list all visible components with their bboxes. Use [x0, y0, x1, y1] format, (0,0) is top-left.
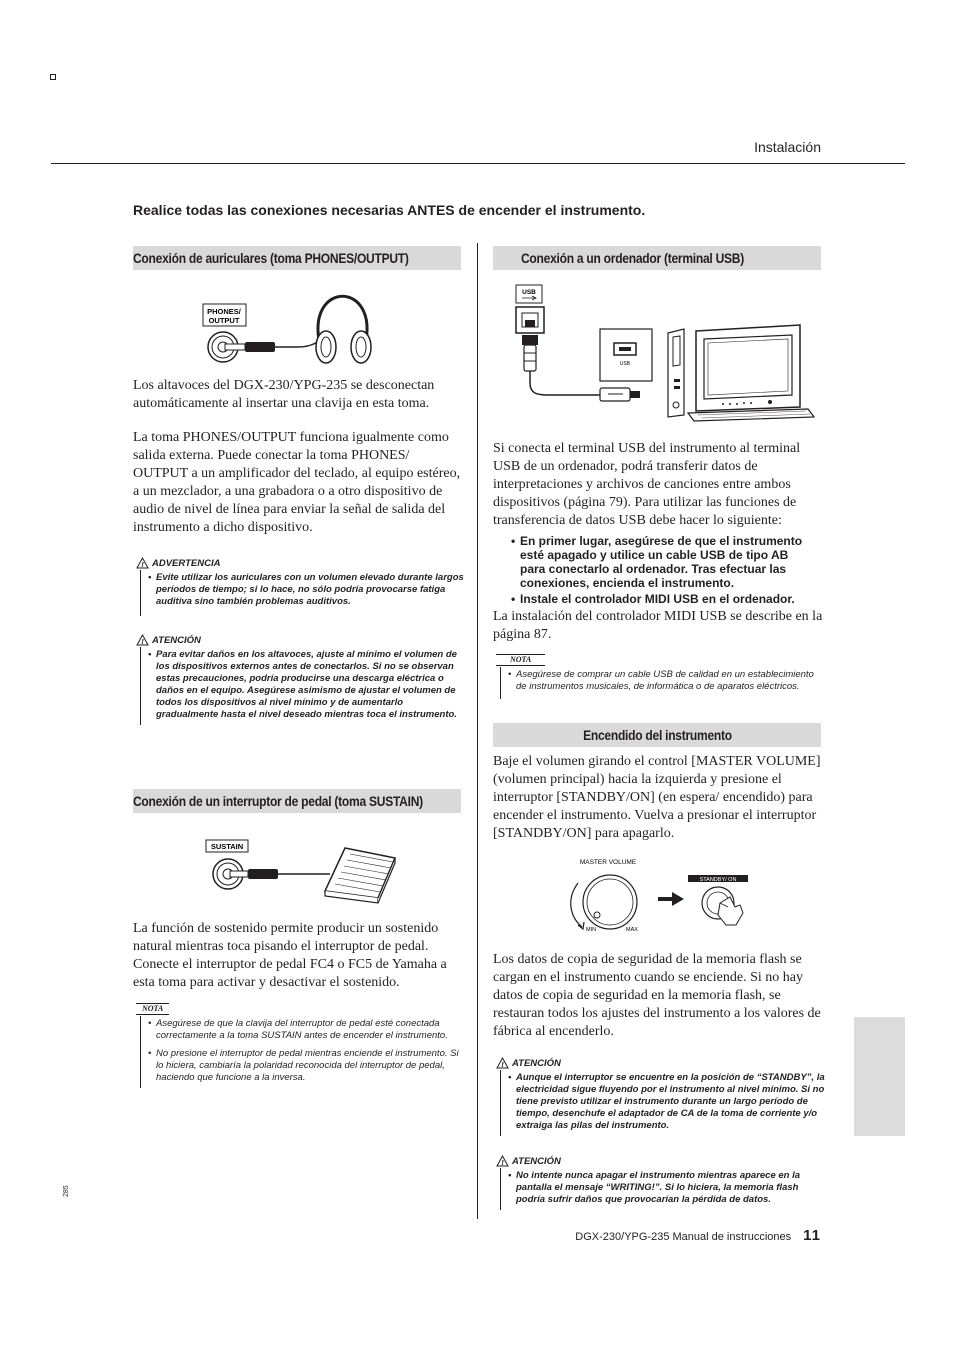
sustain-note — [136, 1002, 466, 1088]
column-divider — [477, 243, 478, 1219]
power-text-1 — [493, 753, 823, 859]
warning-triangle-icon — [136, 557, 149, 569]
usb-bullet-2: • Instale el controlador MIDI USB en el ordenador. — [511, 592, 811, 606]
nota-label: NOTA — [136, 1003, 169, 1015]
note-item-2: • No presione el interruptor de pedal mientras enciende el instrumento. Si lo hiciera, cambiaría la polaridad reconocida del interruptor de pedal, haciendo que funcione a la inversa. — [148, 1048, 466, 1084]
power-caution-2 — [496, 1154, 826, 1210]
nota-label: NOTA — [496, 654, 545, 666]
standby-label: STANDBY/ ON — [699, 877, 737, 883]
sustain-text — [133, 920, 463, 1008]
caution-item: • Aunque el interruptor se encuentre en la posición de “STANDBY”, la electricidad sigue fluyendo por el instrumento al nivel mínimo. Si no tiene previsto utilizar el instrumento durante un largo período de tiempo, desenchufe el adaptador de CA de la toma de corriente y/o extraiga las pilas del instrumento. — [508, 1072, 826, 1132]
caution-label: ATENCIÓN — [512, 1057, 561, 1069]
sustain-section-title: Conexión de un interruptor de pedal (toma SUSTAIN) — [133, 789, 461, 813]
phones-jack-label-2: OUTPUT — [208, 316, 240, 325]
master-volume-label: MASTER VOLUME — [579, 859, 637, 866]
headphones-illustration — [195, 290, 385, 370]
caution-label: ATENCIÓN — [152, 634, 201, 646]
phones-section-title: Conexión de auriculares (toma PHONES/OUTPUT) — [133, 246, 461, 270]
sustain-jack-label: SUSTAIN — [210, 842, 244, 851]
power-text-2 — [493, 951, 823, 1057]
usb-note-item: • Asegúrese de comprar un cable USB de calidad en un establecimiento de instrumentos musicales, de informática o de aparatos eléctricos. — [508, 669, 826, 693]
phones-jack-label: PHONES/ — [207, 307, 241, 316]
usb-bullet-1: • En primer lugar, asegúrese de que el instrumento esté apagado y utilice un cable USB de tipo AB para conectarlo al ordenador. Tras efectuar las conexiones, encienda el instrumento. — [511, 534, 811, 590]
corner-mark — [50, 74, 56, 80]
usb-port-label: USB — [522, 289, 536, 296]
print-code: 285 — [63, 1185, 70, 1197]
usb-bullets — [511, 534, 811, 606]
svg-text:!: ! — [141, 639, 144, 646]
page-footer — [575, 1227, 821, 1244]
caution-triangle-icon — [496, 1155, 509, 1167]
usb-text — [493, 440, 823, 546]
phones-paragraph-2: La toma PHONES/OUTPUT funciona igualmente como salida externa. Puede conectar la toma PHONES/ OUTPUT a un amplificador del teclado, al equipo estéreo, a un mezclador, a una grabadora o a otro dispositivo de audio de nivel de línea para enviar la señal de salida del instrumento a dicho dispositivo. — [133, 430, 461, 535]
caution-label: ATENCIÓN — [512, 1155, 561, 1167]
svg-text:!: ! — [501, 1062, 504, 1069]
phones-warning — [136, 556, 466, 616]
usb-after-paragraph: La instalación del controlador MIDI USB se describe en la página 87. — [493, 609, 823, 642]
manual-name: DGX-230/YPG-235 Manual de instrucciones — [575, 1231, 792, 1243]
max-label: MAX — [626, 927, 638, 933]
usb-paragraph: Si conecta el terminal USB del instrumento al terminal USB de un ordenador, podrá transferir datos de interpretaciones y archivos de canciones entre ambos dispositivos (página 79). Para utilizar las funciones de transferencia de datos USB debe hacer lo siguiente: — [493, 441, 801, 528]
caution-item: • Para evitar daños en los altavoces, ajuste al mínimo el volumen de los dispositivos externos antes de conectarlos. Si no se observan estas precauciones, podría producirse una descarga eléctrica o daños en el equipo. Asegúrese asimismo de ajustar el volumen de todos los dispositivos al nivel mínimo y de aumentarlo gradualmente hasta el nivel deseado mientras toca el instrumento. — [148, 649, 466, 721]
svg-text:!: ! — [141, 562, 144, 569]
warning-label: ADVERTENCIA — [152, 557, 221, 569]
section-label: Instalación — [754, 139, 821, 155]
svg-text:!: ! — [501, 1160, 504, 1167]
phones-caution — [136, 633, 466, 725]
caution-item: • No intente nunca apagar el instrumento mientras aparece en la pantalla el mensaje “WRITING!”. Si lo hiciera, la memoria flash podría sufrir daños que provocarían la pérdida de datos. — [508, 1170, 826, 1206]
warning-item: • Evite utilizar los auriculares con un volumen elevado durante largos períodos de tiempo; si lo hace, no sólo podría provocarse fatiga auditiva sino también problemas auditivos. — [148, 572, 466, 608]
usb-note — [496, 653, 826, 699]
phones-paragraph-1: Los altavoces del DGX-230/YPG-235 se desconectan automáticamente al insertar una clavija en esta toma. — [133, 378, 435, 411]
power-caution-1 — [496, 1056, 826, 1136]
side-tab — [854, 1017, 905, 1136]
min-label: MIN — [586, 927, 597, 933]
power-controls-illustration — [560, 855, 760, 935]
phones-text — [133, 377, 463, 553]
power-paragraph-2: Los datos de copia de seguridad de la memoria flash se cargan en el instrumento cuando se enciende. Si no hay datos de copia de seguridad en la memoria flash, se restauran todos los ajustes del instrumento a los valores de fábrica al encenderlo. — [493, 952, 821, 1039]
caution-triangle-icon — [136, 634, 149, 646]
caution-triangle-icon — [496, 1057, 509, 1069]
footswitch-illustration — [200, 836, 400, 906]
page-number: 11 — [803, 1227, 821, 1244]
header-rule — [51, 163, 905, 164]
power-paragraph-1: Baje el volumen girando el control [MASTER VOLUME] (volumen principal) hacia la izquierda y presione el interruptor [STANDBY/ON] (en espera/ encendido) para encender el instrumento. Vuelva a presionar el interruptor [STANDBY/ON] para apagarlo. — [493, 754, 821, 841]
usb-section-title: Conexión a un ordenador (terminal USB) — [493, 246, 821, 270]
sustain-paragraph: La función de sostenido permite producir un sostenido natural mientras toca pisando el interruptor de pedal. Conecte el interruptor de pedal FC4 o FC5 de Yamaha a esta toma para activar y desactivar el sostenido. — [133, 921, 447, 990]
svg-text:USB: USB — [619, 361, 631, 367]
usb-computer-illustration — [508, 283, 818, 423]
note-item-1: • Asegúrese de que la clavija del interruptor de pedal esté conectada correctamente a la toma SUSTAIN antes de encender el instrumento. — [148, 1018, 466, 1042]
lead-instruction: Realice todas las conexiones necesarias ANTES de encender el instrumento. — [133, 202, 646, 218]
power-section-title: Encendido del instrumento — [493, 723, 821, 747]
